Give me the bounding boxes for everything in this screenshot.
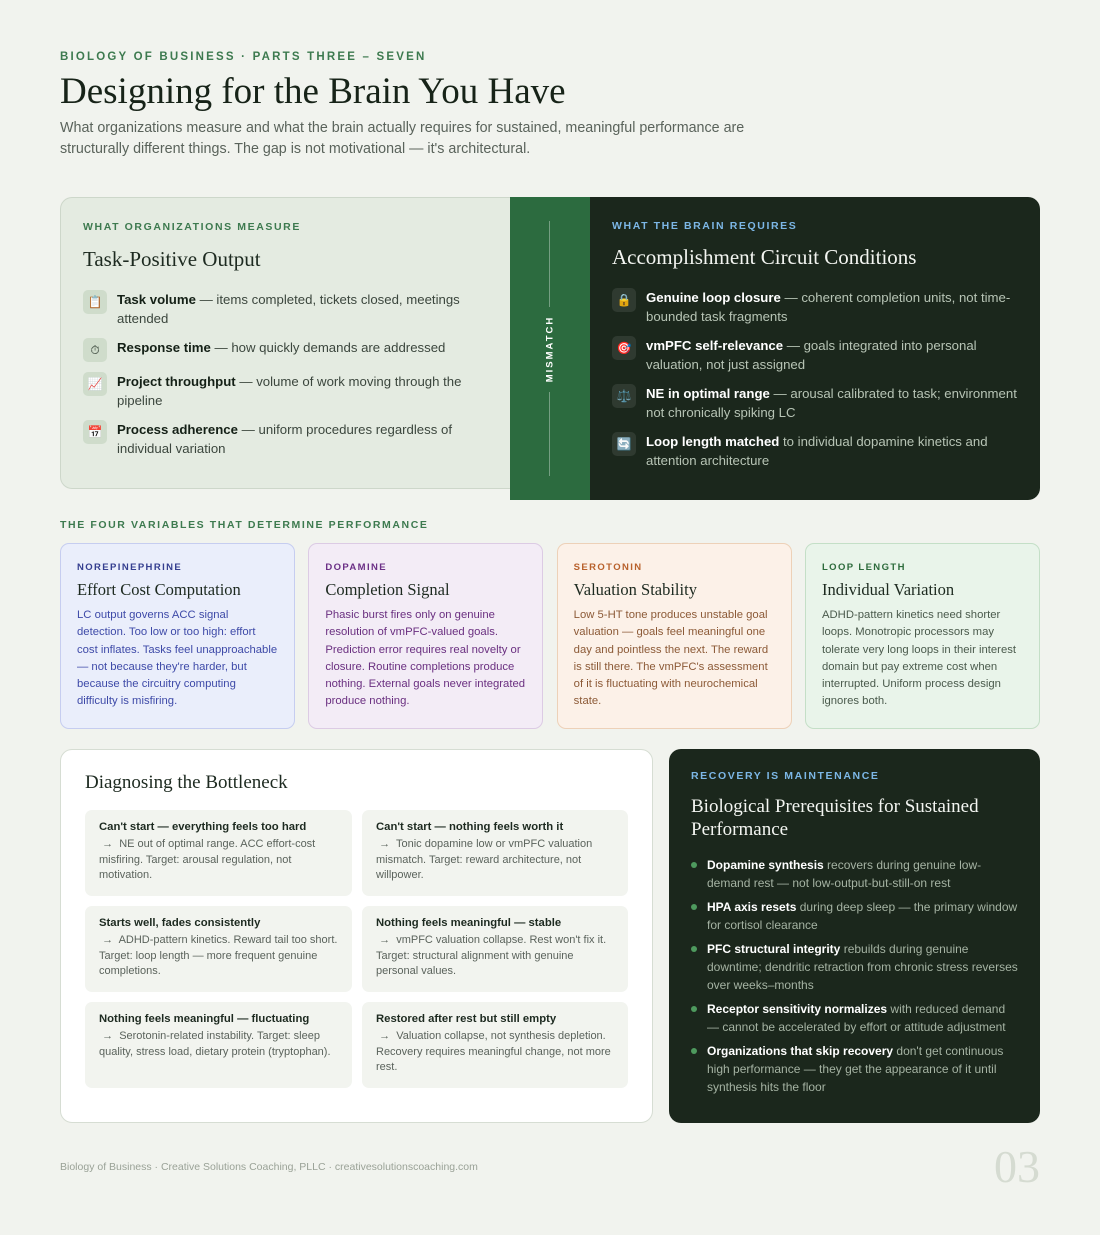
diagnose-cell [362,1002,628,1088]
stopwatch-icon: ⏱ [83,338,107,362]
divider-line [549,221,550,307]
recovery-item [691,899,1018,934]
diagnose-cell-body: → Serotonin-related instability. Target: sleep quality, stress load, dietary protein (tryptophan). [99,1030,331,1058]
brain-item-list [612,288,1018,470]
recovery-item-text: HPA axis resets during deep sleep — the primary window for cortisol clearance [707,900,1018,932]
recovery-item-text: Receptor sensitivity normalizes with reduced demand — cannot be accelerated by effort or attitude adjustment [707,1002,1006,1034]
diagnose-title: Diagnosing the Bottleneck [85,772,288,793]
footer-credit: Biology of Business · Creative Solutions Coaching, PLLC · creativesolutionscoaching.com [60,1161,478,1173]
target-icon: 🎯 [612,336,636,360]
mismatch-label: MISMATCH [544,315,556,383]
variables-row [60,543,1040,729]
arrow-right-icon: → [379,838,391,850]
brain-panel-title: Accomplishment Circuit Conditions [612,245,917,269]
diagnose-cell-head: Starts well, fades consistently [99,917,261,929]
diagnose-cell-body: → vmPFC valuation collapse. Rest won't fix it. Target: structural alignment with genuine personal values. [376,934,607,977]
brain-requires-panel [590,197,1040,500]
recovery-title: Biological Prerequisites for Sustained Performance [691,796,979,840]
variable-title: Valuation Stability [573,580,697,599]
brain-item-text: Genuine loop closure — coherent completion units, not time-bounded task fragments [646,290,1011,324]
loop-arrows-icon: 🔄 [612,432,636,456]
variable-tag: DOPAMINE [325,562,388,573]
variable-body: Low 5-HT tone produces unstable goal valuation — goals feel meaningful one day and pointless the next. The reward is still there. The vmPFC's assessment of it is fluctuating with neurochemical state. [573,609,769,708]
diagnose-cell-head: Can't start — everything feels too hard [99,821,307,833]
calendar-icon: 📅 [83,420,107,444]
brain-item [612,384,1018,422]
variable-tag: NOREPINEPHRINE [77,562,183,573]
recovery-panel [669,749,1040,1123]
recovery-item-text: Dopamine synthesis recovers during genuine low-demand rest — not low-output-but-still-on rest [707,858,982,890]
page-title: Designing for the Brain You Have [60,71,566,112]
diagnose-cell-head: Nothing feels meaningful — stable [376,917,562,929]
diagnose-grid [85,810,628,1088]
org-item [83,338,488,362]
diagnose-cell [85,906,352,992]
clipboard-icon: 📋 [83,290,107,314]
recovery-item [691,1043,1018,1096]
variables-section-label: THE FOUR VARIABLES THAT DETERMINE PERFORMANCE [60,519,429,531]
bullet-dot-icon [691,1006,697,1012]
divider-line [549,392,550,476]
variable-card-serotonin [557,543,792,729]
brain-item-text: Loop length matched to individual dopamine kinetics and attention architecture [646,434,988,468]
diagnose-cell-body: → Valuation collapse, not synthesis depletion. Recovery requires meaningful change, not more rest. [376,1030,611,1073]
variable-tag: LOOP LENGTH [821,562,906,573]
bullet-dot-icon [691,862,697,868]
brain-item-text: NE in optimal range — arousal calibrated to task; environment not chronically spiking LC [646,386,1017,420]
arrow-right-icon: → [102,934,114,946]
diagnose-panel [60,749,653,1123]
chart-increasing-icon: 📈 [83,372,107,396]
variable-card-norepinephrine [60,543,295,729]
variable-body: ADHD-pattern kinetics need shorter loops. Monotropic processors may tolerate very long loops in their interest domain but pay extreme cost when interrupted. Uniform process design ignores both. [821,609,1017,708]
org-panel-title: Task-Positive Output [83,247,261,271]
variable-body: LC output governs ACC signal detection. Too low or too high: effort cost inflates. Tasks feel unapproachable — not because they're harder, but because the circuitry computing difficulty is misfiring. [77,609,278,708]
arrow-right-icon: → [379,1030,391,1042]
balance-scale-icon: ⚖️ [612,384,636,408]
diagnose-cell-body: → ADHD-pattern kinetics. Reward tail too short. Target: loop length — more frequent genuine completions. [99,934,338,977]
diagnose-cell-head: Nothing feels meaningful — fluctuating [99,1013,310,1025]
arrow-right-icon: → [102,1030,114,1042]
recovery-item-text: PFC structural integrity rebuilds during genuine downtime; dendritic retraction from chronic stress reverses over weeks–months [707,942,1018,992]
diagnose-cell-head: Restored after rest but still empty [376,1013,557,1025]
diagnose-cell-body: → Tonic dopamine low or vmPFC valuation mismatch. Target: reward architecture, not willpower. [376,838,593,881]
comparison-row [60,197,1040,500]
recovery-item [691,941,1018,994]
recovery-eyebrow: RECOVERY IS MAINTENANCE [691,770,880,782]
org-measure-panel [60,197,510,489]
org-item-text: Project throughput — volume of work moving through the pipeline [117,374,462,408]
org-item [83,290,488,328]
org-item-text: Response time — how quickly demands are addressed [117,340,446,355]
org-item-text: Process adherence — uniform procedures regardless of individual variation [117,422,452,456]
mismatch-divider [510,197,590,500]
page-subtitle: What organizations measure and what the brain actually requires for sustained, meaningful performance are structurally different things. The gap is not motivational — it's architectural. [60,120,745,157]
variable-title: Effort Cost Computation [77,580,241,599]
brain-item [612,432,1018,470]
org-item [83,420,488,458]
variable-card-loop-length [805,543,1040,729]
arrow-right-icon: → [102,838,114,850]
variable-title: Completion Signal [325,580,450,599]
arrow-right-icon: → [379,934,391,946]
variable-title: Individual Variation [821,580,955,599]
bullet-dot-icon [691,946,697,952]
brain-item [612,336,1018,374]
header-eyebrow: BIOLOGY OF BUSINESS · PARTS THREE – SEVEN [60,51,427,63]
brain-item [612,288,1018,326]
lock-icon: 🔒 [612,288,636,312]
variable-body: Phasic burst fires only on genuine resolution of vmPFC-valued goals. Prediction error requires real novelty or closure. Routine completions produce nothing. External goals never integrated produce nothing. [325,609,526,708]
org-item-text: Task volume — items completed, tickets closed, meetings attended [117,292,460,326]
variable-tag: SEROTONIN [573,562,643,573]
diagnose-cell [362,906,628,992]
org-item-list [83,290,488,458]
org-item [83,372,488,410]
recovery-item [691,1001,1018,1036]
page-number: 03 [994,1141,1040,1192]
variable-card-dopamine [308,543,543,729]
org-panel-eyebrow: WHAT ORGANIZATIONS MEASURE [83,221,301,233]
brain-item-text: vmPFC self-relevance — goals integrated into personal valuation, not just assigned [646,338,977,372]
diagnose-cell-head: Can't start — nothing feels worth it [376,821,564,833]
bullet-dot-icon [691,904,697,910]
brain-panel-eyebrow: WHAT THE BRAIN REQUIRES [612,220,798,232]
recovery-item [691,857,1018,892]
diagnose-cell [362,810,628,896]
recovery-list [691,857,1018,1096]
diagnose-cell [85,810,352,896]
diagnose-cell-body: → NE out of optimal range. ACC effort-cost misfiring. Target: arousal regulation, not motivation. [99,838,316,881]
recovery-item-text: Organizations that skip recovery don't get continuous high performance — they get the appearance of it until synthesis hits the floor [707,1044,1004,1094]
bullet-dot-icon [691,1048,697,1054]
diagnose-cell [85,1002,352,1088]
